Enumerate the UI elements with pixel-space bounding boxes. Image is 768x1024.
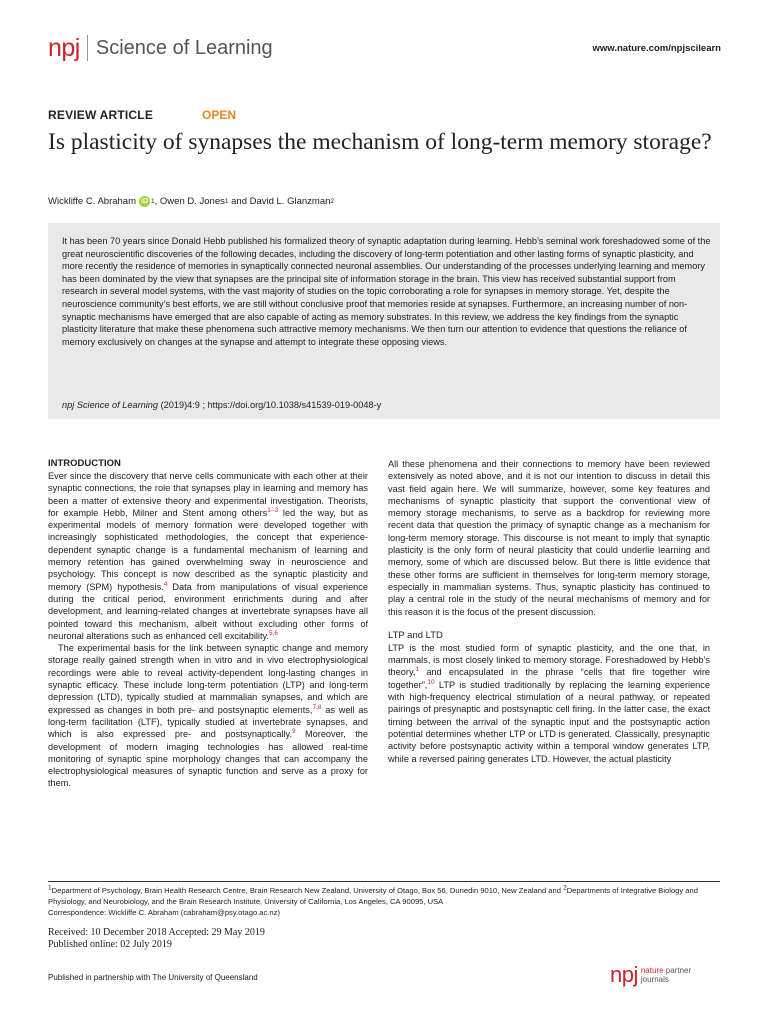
author-list: Wickliffe C. Abraham iD 1 , Owen D. Jones 1 and David L. Glanzman 2 xyxy=(48,196,335,207)
paragraph-spacer xyxy=(388,618,710,630)
section-heading-introduction: INTRODUCTION xyxy=(48,458,121,469)
reference-link[interactable]: 4 xyxy=(163,580,168,588)
paragraph-text: Moreover, the development of modern imaging technologies has allowed real-time monitoring of synaptic spine morphology changes that can accompany the electrophysiological measures of synaptic function and serve as a proxy for them. xyxy=(48,729,368,789)
logo-divider xyxy=(87,35,88,61)
paragraph-text: LTP is the most studied form of synaptic plasticity, and the one that, in mammals, is most closely linked to memory storage. Foreshadowed by Hebb’s theory, xyxy=(388,642,710,678)
paragraph-text: LTP is studied traditionally by replacing the learning experience with high-frequency electrical stimulation of a neural pathway, or repeated pairings of presynaptic and postsynaptic cell firing. In the latter case, the exact timing between the arrival of the synaptic input and the postsynaptic action potential determines whether LTP or LTD is generated. Classically, presynaptic activity before postsynaptic activity within a temporal window generates LTP, while a reversed pairing generates LTD. However, the actual plasticity xyxy=(388,679,710,764)
received-accepted-dates: Received: 10 December 2018 Accepted: 29 May 2019 xyxy=(48,927,265,938)
logo-word-journals: journals xyxy=(640,975,669,984)
journal-logo[interactable] xyxy=(48,34,273,62)
paragraph-text: and encapsulated in the phrase “cells that fire together wire together”, xyxy=(388,667,710,690)
published-date: Published online: 02 July 2019 xyxy=(48,939,172,950)
reference-link[interactable]: 9 xyxy=(292,728,296,736)
affiliation-marker: 2 xyxy=(563,884,567,892)
citation-doi[interactable]: (2019)4:9 ; https://doi.org/10.1038/s41539-019-0048-y xyxy=(158,400,382,410)
paragraph-text: Data from manipulations of visual experience during the critical period, environment enrichments during and after development, and learning-related changes at invertebrate synapses have all pointed toward this mechanism, albeit without excluding other forms of neuronal alterations such as enhanced cell excitability. xyxy=(48,581,368,641)
body-paragraph xyxy=(48,642,368,790)
right-column xyxy=(388,458,710,765)
reference-link[interactable]: 1 xyxy=(415,666,420,674)
subsection-heading-ltp: LTP and LTD xyxy=(388,629,443,641)
open-access-badge: OPEN xyxy=(202,108,237,122)
body-paragraph xyxy=(48,470,368,642)
nature-partner-journals-logo[interactable] xyxy=(610,964,691,986)
reference-link[interactable]: 5,6 xyxy=(268,629,279,637)
article-type-label: REVIEW ARTICLE xyxy=(48,108,154,122)
affiliation-marker: 1 xyxy=(48,884,52,892)
affiliation-text: Department of Psychology, Brain Health Research Centre, Brain Research New Zealand, University of Otago, Box 56, Dunedin 9010, New Zealand and xyxy=(51,886,564,895)
body-paragraph: All these phenomena and their connections to memory have been reviewed extensively as noted above, and it is not our intention to discuss in detail this vast field again here. We will summarize, however, some key features and mechanisms of synaptic plasticity that support the conventional view of memory storage mechanisms, to serve as a backdrop for reviewing more recent data that question the primacy of synaptic change as a mechanism for long-term memory storage. This discourse is not meant to imply that synaptic plasticity is the only form of neural plasticity that could underlie learning and memory, some of which are discussed below. But there is little evidence that these other forms are sufficient in themselves for long-term memory storage, especially in mammalian systems. Thus, synaptic plasticity has continued to play a central role in the study of the neural mechanisms of memory and for this reason it is the focus of the present discussion. xyxy=(388,459,710,617)
reference-link[interactable]: 7,8 xyxy=(312,703,322,711)
citation-line xyxy=(62,400,381,410)
logo-word-nature: nature xyxy=(640,966,664,975)
correspondence[interactable]: Correspondence: Wickliffe C. Abraham (cabraham@psy.otago.ac.nz) xyxy=(48,908,280,917)
paragraph-text: led the way, but as experimental models of memory formation were developed together with increasingly sophisticated methodologies, the concept that experience-dependent synaptic change is a fundamental mechanism of learning and memory retention has gained overwhelming sway in neuroscience and psychology. This concept is now described as the synaptic plasticity and memory (SPM) hypothesis. xyxy=(48,507,368,592)
abstract-text: It has been 70 years since Donald Hebb published his formalized theory of synaptic adaptation during learning. Hebb’s seminal work foreshadowed some of the great neuroscientific discoveries of the following decades, including the discovery of long-term potentiation and other lasting forms of synaptic plasticity, and more recently the residence of memories in synaptically connected neuronal assemblies. Our understanding of the processes underlying learning and memory has been dominated by the view that synapses are the principal site of information storage in the brain. This view has received substantial support from research in several model systems, with the vast majority of studies on the topic corroborating a role for synapses in memory storage. Yet, despite the neuroscience community’s best efforts, we are still without conclusive proof that memories reside at synapses. Furthermore, an increasing number of non-synaptic mechanisms have emerged that are also capable of acting as memory substrates. In this review, we address the key findings from the synaptic plasticity literature that make these phenomena such attractive memory mechanisms. We then turn our attention to evidence that questions the reliance of memory exclusively on changes at the synapse and attempt to integrate these opposing views. xyxy=(62,236,711,347)
npj-logo-text: npj xyxy=(610,962,638,987)
left-column xyxy=(48,458,368,790)
npj-logo-text: npj xyxy=(48,33,80,62)
paragraph-text: The experimental basis for the link between synaptic change and memory storage really gained strength when in vitro and in vivo electrophysiological recordings were able to reveal activity-dependent long-lasting changes in synaptic efficacy. These include long-term potentiation (LTP) and long-term depression (LTD), typically studied at mammalian synapses, and which are expressed as changes in both pre- and postsynaptic elements, xyxy=(48,643,368,715)
reference-link[interactable]: 10 xyxy=(427,678,435,686)
publication-history xyxy=(48,927,265,951)
affiliations-footnote xyxy=(48,885,720,918)
body-paragraph xyxy=(388,642,710,765)
partner-journals-text xyxy=(641,966,691,984)
orcid-icon[interactable]: iD xyxy=(141,198,148,205)
reference-link[interactable]: 1–3 xyxy=(267,506,279,514)
author-name[interactable]: David L. Glanzman xyxy=(249,196,331,207)
partnership-note: Published in partnership with The University of Queensland xyxy=(48,973,258,982)
logo-word-partner: partner xyxy=(665,966,692,975)
footnote-divider xyxy=(48,881,720,882)
affiliations xyxy=(48,885,720,907)
author-separator: , xyxy=(154,196,160,207)
site-url-link[interactable]: www.nature.com/npjscilearn xyxy=(592,43,721,54)
author-separator: and xyxy=(228,196,250,207)
affiliation-text: Departments of Integrative Biology and Physiology, and Neurobiology, and the Brain Research Institute, University of California, Los Angeles, CA 90095, USA xyxy=(48,886,698,906)
author-name[interactable]: Wickliffe C. Abraham xyxy=(48,196,136,207)
author-name[interactable]: Owen D. Jones xyxy=(159,196,225,207)
paragraph-text: Ever since the discovery that nerve cells communicate with each other at their synaptic connections, the role that synapses play in learning and memory has been a matter of extensive theory and experimental investigation. Theorists, for example Hebb, Milner and Stent among others xyxy=(48,471,368,518)
paragraph-text: as well as long-term facilitation (LTF), typically studied at invertebrate synapses, and which is also expressed pre- and postsynaptically. xyxy=(48,704,368,740)
journal-name: Science of Learning xyxy=(95,37,273,59)
citation-journal: npj Science of Learning xyxy=(62,400,159,410)
article-title: Is plasticity of synapses the mechanism of long-term memory storage? xyxy=(48,129,712,155)
